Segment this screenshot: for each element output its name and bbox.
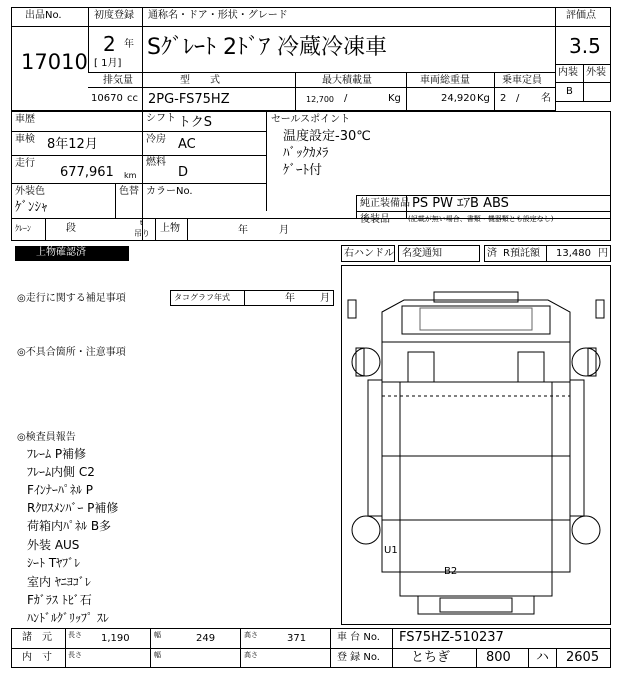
recycle-label: 済 (487, 248, 497, 259)
standard-equipment-value: PS PW ｴｱB ABS (412, 196, 509, 211)
inspector-line: 外装 AUS (27, 538, 80, 552)
inner-height-label: 高さ (244, 651, 258, 659)
capacity-unit: 名 (541, 93, 551, 104)
sales-point-line: 温度設定-30℃ (283, 129, 371, 144)
length-value: 1,190 (101, 633, 130, 644)
crane-ton-top: t (140, 219, 143, 227)
name-label: 通称名・ドア・形状・グレード (148, 10, 288, 21)
inspector-line: 室内 ﾔﾆﾖｺﾞﾚ (27, 575, 91, 589)
fuel-value: D (178, 165, 189, 180)
model-value: 2PG-FS75HZ (148, 92, 230, 107)
inspector-line: ﾌﾚｰﾑ P補修 (27, 447, 87, 461)
lot-number: 17010 (21, 50, 88, 74)
year-value: 2 (103, 32, 116, 56)
displacement-label: 排気量 (103, 75, 133, 86)
exterior-label: 外装 (586, 67, 606, 78)
inspector-line: ﾊﾝﾄﾞﾙｸﾞﾘｯﾌﾟ ｽﾚ (27, 611, 109, 625)
width-label: 幅 (154, 631, 161, 639)
capacity-label: 乗車定員 (502, 75, 542, 86)
tacho-year: 年 (285, 293, 295, 304)
gross-weight-value: 24,920 (441, 93, 476, 104)
max-load-value: 12,700 (306, 95, 334, 104)
history-label: 車歴 (15, 114, 35, 125)
reg-region: とちぎ (411, 650, 451, 665)
first-reg-label: 初度登録 (94, 10, 134, 21)
shift-value: トクS (178, 115, 212, 130)
reg-class: 800 (486, 650, 511, 665)
defects-label: ◎不具合箇所・注意事項 (17, 347, 126, 358)
bodywork-confirm-text: 上物確認済 (36, 247, 86, 258)
vehicle-name: Sｸﾞﾚｰﾄ 2ﾄﾞｱ 冷蔵冷凍車 (147, 35, 387, 60)
recycle-deposit-label: R預託額 (503, 248, 540, 259)
interior-label: 内装 (558, 67, 578, 78)
inspector-line: ﾌﾚｰﾑ内側 C2 (27, 465, 95, 479)
inspector-line: 荷箱内ﾊﾟﾈﾙ B多 (27, 519, 112, 533)
ac-value: AC (178, 137, 196, 152)
crane-ton-bottom: 吊り (134, 229, 150, 238)
tacho-label: タコグラフ年式 (174, 293, 230, 302)
crane-stage: 段 (66, 223, 76, 234)
inspector-line: Rｸﾛｽﾒﾝﾊﾞｰ P補修 (27, 501, 119, 515)
chassis-value: FS75HZ-510237 (399, 630, 504, 645)
gross-weight-unit: Kg (477, 93, 490, 104)
aftermarket-label: 後装品 (360, 214, 390, 225)
max-load-unit: Kg (388, 93, 401, 104)
reg-label: 登 録 No. (337, 652, 380, 663)
sales-point-label: セールスポイント (271, 114, 351, 125)
exterior-color-value: ｹﾞﾝｼｬ (15, 200, 48, 215)
interior-value: B (566, 86, 573, 97)
crane-label: ｸﾚｰﾝ (15, 224, 31, 233)
fuel-label: 燃料 (146, 157, 166, 168)
inspector-label: ◎検査員報告 (17, 432, 76, 443)
score-label: 評価点 (566, 10, 596, 21)
inspector-line: ｼｰﾄ Tﾔﾌﾞﾚ (27, 556, 81, 570)
month-value: [ 1月] (94, 58, 122, 69)
inspection-label: 車検 (15, 134, 35, 145)
width-value: 249 (196, 633, 216, 644)
right-hand-label: 右ハンドル (344, 248, 394, 259)
height-value: 371 (287, 633, 307, 644)
displacement-value: 10670 (91, 93, 123, 104)
color-no-label: 色替 (119, 186, 139, 197)
mileage-label: 走行 (15, 158, 35, 169)
max-load-label: 最大積載量 (322, 75, 372, 86)
bodywork-year: 年 (238, 225, 248, 236)
inspector-line: Fｲﾝﾅｰﾊﾟﾈﾙ P (27, 483, 93, 497)
inspector-line: Fｶﾞﾗｽ ﾄﾋﾞ石 (27, 593, 92, 607)
reg-number: 2605 (566, 650, 600, 665)
displacement-unit: cc (127, 93, 138, 104)
standard-equipment-label: 純正装備品 (360, 198, 410, 209)
mileage-value: 677,961 (60, 165, 114, 180)
max-load-sep: / (344, 93, 348, 104)
name-change-label: 名変通知 (402, 248, 442, 259)
recycle-deposit-value: 13,480 (556, 248, 591, 259)
lot-label: 出品No. (25, 10, 62, 21)
capacity-sep: / (516, 93, 520, 104)
spec-label: 諸 元 (22, 632, 52, 643)
diagram-mark: U1 (384, 545, 398, 556)
recycle-deposit-unit: 円 (598, 248, 608, 259)
inner-label: 内 寸 (22, 652, 52, 663)
height-label: 高さ (244, 631, 258, 639)
tacho-month: 月 (320, 293, 330, 304)
inspection-value: 8年12月 (47, 137, 98, 152)
exterior-color-label: 外装色 (15, 186, 45, 197)
inner-length-label: 長さ (68, 651, 82, 659)
color-code-label: カラーNo. (146, 186, 193, 197)
score-value: 3.5 (569, 34, 601, 58)
sales-point-line: ｹﾞｰﾄ付 (283, 163, 323, 178)
bodywork-label: 上物 (160, 223, 180, 234)
model-label: 型 式 (180, 75, 220, 86)
shift-label: シフト (146, 113, 176, 124)
gross-weight-label: 車両総重量 (420, 75, 470, 86)
ac-label: 冷房 (146, 134, 166, 145)
diagram-mark: B2 (444, 566, 458, 577)
aftermarket-note: (記載が無い場合、書類・機器類とも設定なし) (408, 215, 554, 223)
length-label: 長さ (68, 631, 82, 639)
running-notes-label: ◎走行に関する補足事項 (17, 293, 126, 304)
inner-width-label: 幅 (154, 651, 161, 659)
reg-kana: ハ (536, 650, 550, 665)
year-unit: 年 (124, 39, 134, 50)
mileage-unit: km (124, 171, 137, 180)
bodywork-month: 月 (279, 225, 289, 236)
sales-point-line: ﾊﾞｯｸｶﾒﾗ (283, 146, 329, 161)
chassis-label: 車 台 No. (337, 632, 380, 643)
capacity-value: 2 (500, 93, 507, 104)
